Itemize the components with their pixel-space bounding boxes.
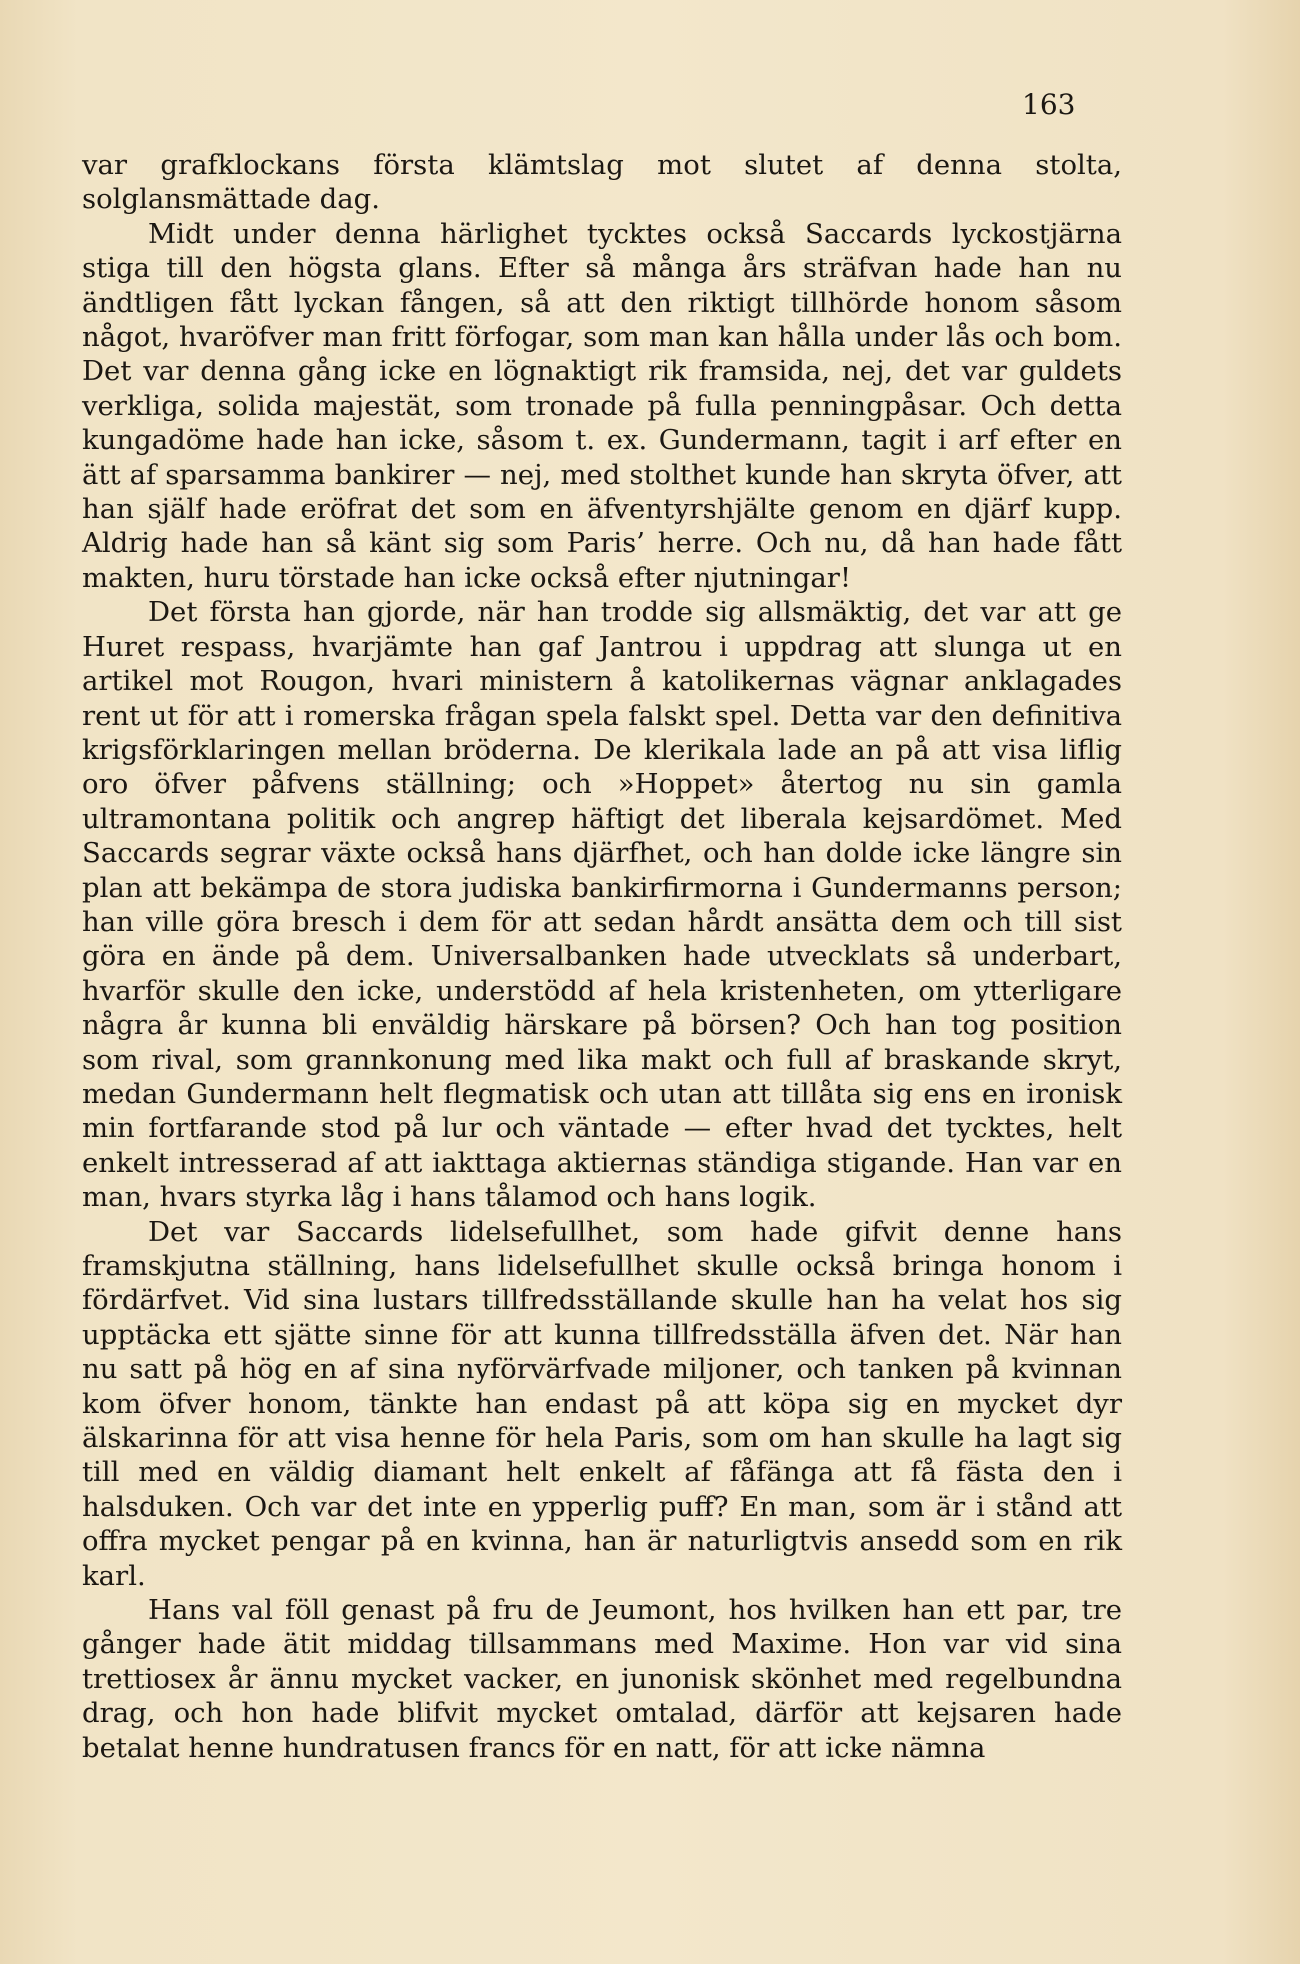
page-number: 163 [1022, 88, 1076, 121]
paragraph: var grafklockans första klämtslag mot slutet af denna stolta, solglansmättade dag. [82, 149, 1122, 216]
paragraph: Hans val föll genast på fru de Jeumont, hos hvilken han ett par, tre gånger hade ätit middag tillsammans med Maxime. Hon var vid sina trettiosex år ännu mycket vacker, en junonisk skönhet med regelbundna drag, och hon hade blifvit mycket omtalad, därför att kejsaren hade betalat henne hundratusen francs för en natt, för att icke nämna [82, 1594, 1122, 1764]
body-text [82, 148, 1122, 1765]
paragraph: Det första han gjorde, när han trodde sig allsmäktig, det var att ge Huret respass, hvarjämte han gaf Jantrou i uppdrag att slunga ut en artikel mot Rougon, hvari ministern å katolikernas vägnar anklagades rent ut för att i romerska frågan spela falskt spel. Detta var den definitiva krigsförklaringen mellan bröderna. De klerikala lade an på att visa liflig oro öfver påfvens ställning; och »Hoppet» återtog nu sin gamla ultramontana politik och angrep häftigt det liberala kejsardömet. Med Saccards segrar växte också hans djärfhet, och han dolde icke längre sin plan att bekämpa de stora judiska bankirfirmorna i Gundermanns person; han ville göra bresch i dem för att sedan hårdt ansätta dem och till sist göra en ände på dem. Universalbanken hade utvecklats så underbart, hvarför skulle den icke, understödd af hela kristenheten, om ytterligare några år kunna bli enväldig härskare på börsen? Och han tog position som rival, som grannkonung med lika makt och full af braskande skryt, medan Gundermann helt flegmatisk och utan att tillåta sig ens en ironisk min fortfarande stod på lur och väntade — efter hvad det tycktes, helt enkelt intresserad af att iakttaga aktiernas ständiga stigande. Han var en man, hvars styrka låg i hans tålamod och hans logik. [82, 596, 1122, 1214]
paragraph: Det var Saccards lidelsefullhet, som hade gifvit denne hans framskjutna ställning, hans lidelsefullhet skulle också bringa honom i fördärfvet. Vid sina lustars tillfredsställande skulle han ha velat hos sig upptäcka ett sjätte sinne för att kunna tillfredsställa äfven det. När han nu satt på hög en af sina nyförvärfvade miljoner, och tanken på kvinnan kom öfver honom, tänkte han endast på att köpa sig en mycket dyr älskarinna för att visa henne för hela Paris, som om han skulle ha lagt sig till med en väldig diamant helt enkelt af fåfänga att få fästa den i halsduken. Och var det inte en ypperlig puff? En man, som är i stånd att offra mycket pengar på en kvinna, han är naturligtvis ansedd som en rik karl. [82, 1215, 1122, 1592]
paragraph: Midt under denna härlighet tycktes också Saccards lyckostjärna stiga till den högsta glans. Efter så många års sträfvan hade han nu ändtligen fått lyckan fången, så att den riktigt tillhörde honom såsom något, hvaröfver man fritt förfogar, som man kan hålla under lås och bom. Det var denna gång icke en lögnaktigt rik framsida, nej, det var guldets verkliga, solida majestät, som tronade på fulla penningpåsar. Och detta kungadöme hade han icke, såsom t. ex. Gundermann, tagit i arf efter en ätt af sparsamma bankirer — nej, med stolthet kunde han skryta öfver, att han själf hade eröfrat det som en äfventyrshjälte genom en djärf kupp. Aldrig hade han så känt sig som Paris’ herre. Och nu, då han hade fått makten, huru törstade han icke också efter njutningar! [82, 217, 1122, 594]
